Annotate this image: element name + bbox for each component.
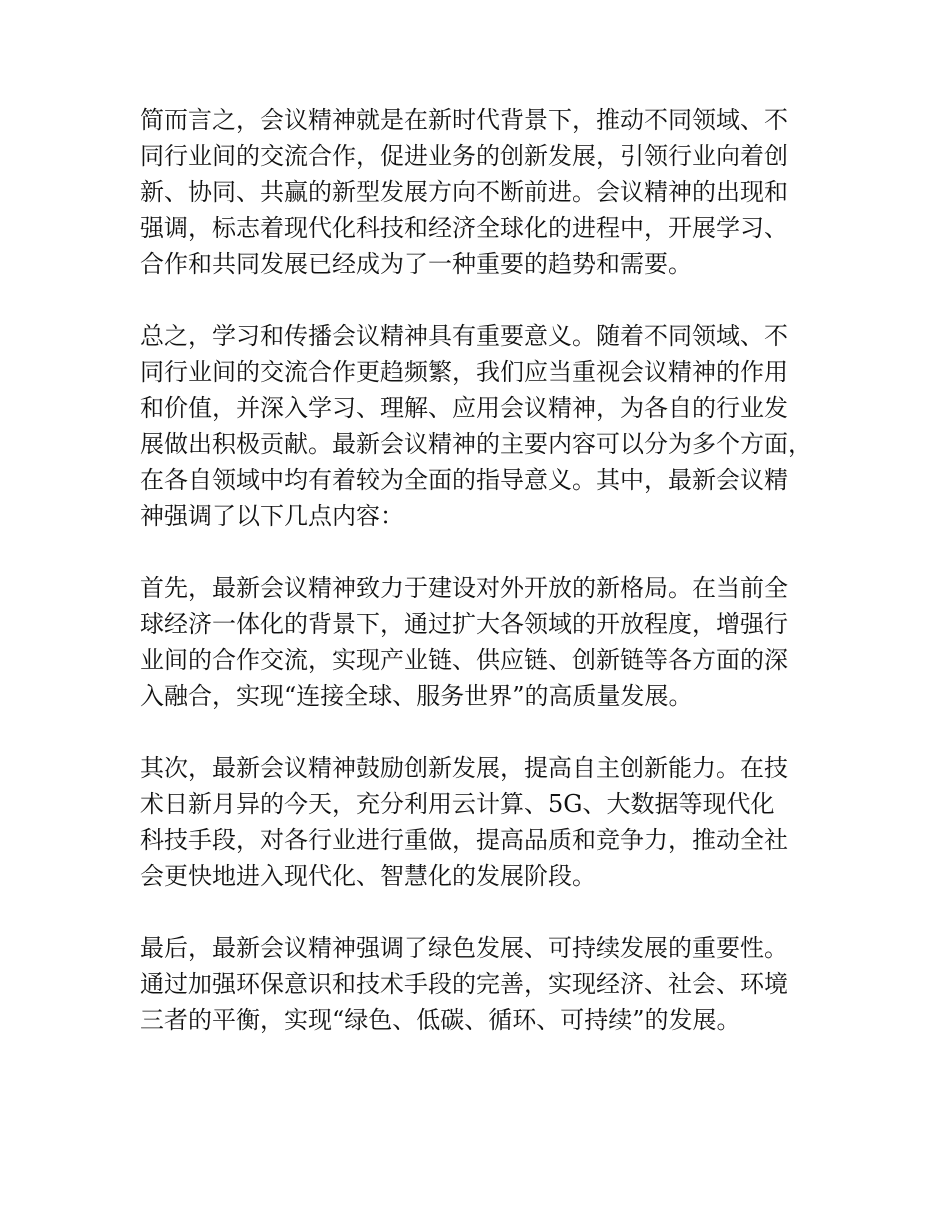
text-line: 其次，最新会议精神鼓励创新发展，提高自主创新能力。在技 xyxy=(140,754,788,782)
document-page xyxy=(140,102,830,1074)
text-line: 科技手段，对各行业进行重做，提高品质和竞争力，推动全社 xyxy=(140,826,788,854)
paragraph-summary xyxy=(140,102,830,282)
paragraph-first-point xyxy=(140,570,830,714)
text-line: 和价值，并深入学习、理解、应用会议精神，为各自的行业发 xyxy=(140,394,788,422)
text-line: 业间的合作交流，实现产业链、供应链、创新链等各方面的深 xyxy=(140,646,788,674)
text-line: 简而言之，会议精神就是在新时代背景下，推动不同领域、不 xyxy=(140,106,788,134)
text-line: 强调，标志着现代化科技和经济全球化的进程中，开展学习、 xyxy=(140,214,788,242)
text-line: 会更快地进入现代化、智慧化的发展阶段。 xyxy=(140,862,596,890)
text-line: 在各自领域中均有着较为全面的指导意义。其中，最新会议精 xyxy=(140,466,788,494)
text-line: 神强调了以下几点内容： xyxy=(140,502,404,530)
paragraph-third-point xyxy=(140,930,830,1038)
text-line: 展做出积极贡献。最新会议精神的主要内容可以分为多个方面， xyxy=(140,430,812,458)
text-line: 合作和共同发展已经成为了一种重要的趋势和需要。 xyxy=(140,250,692,278)
paragraph-second-point xyxy=(140,750,830,894)
text-line: 同行业间的交流合作更趋频繁，我们应当重视会议精神的作用 xyxy=(140,358,788,386)
text-line: 总之，学习和传播会议精神具有重要意义。随着不同领域、不 xyxy=(140,322,788,350)
text-line: 新、协同、共赢的新型发展方向不断前进。会议精神的出现和 xyxy=(140,178,788,206)
text-line: 通过加强环保意识和技术手段的完善，实现经济、社会、环境 xyxy=(140,970,788,998)
text-line: 最后，最新会议精神强调了绿色发展、可持续发展的重要性。 xyxy=(140,934,788,962)
text-line: 入融合，实现“连接全球、服务世界”的高质量发展。 xyxy=(140,682,693,710)
text-line: 同行业间的交流合作，促进业务的创新发展，引领行业向着创 xyxy=(140,142,788,170)
text-line: 三者的平衡，实现“绿色、低碳、循环、可持续”的发展。 xyxy=(140,1006,741,1034)
text-line: 球经济一体化的背景下，通过扩大各领域的开放程度，增强行 xyxy=(140,610,788,638)
paragraph-conclusion xyxy=(140,318,830,534)
text-line: 首先，最新会议精神致力于建设对外开放的新格局。在当前全 xyxy=(140,574,788,602)
text-line: 术日新月异的今天，充分利用云计算、5G、大数据等现代化 xyxy=(140,790,775,818)
